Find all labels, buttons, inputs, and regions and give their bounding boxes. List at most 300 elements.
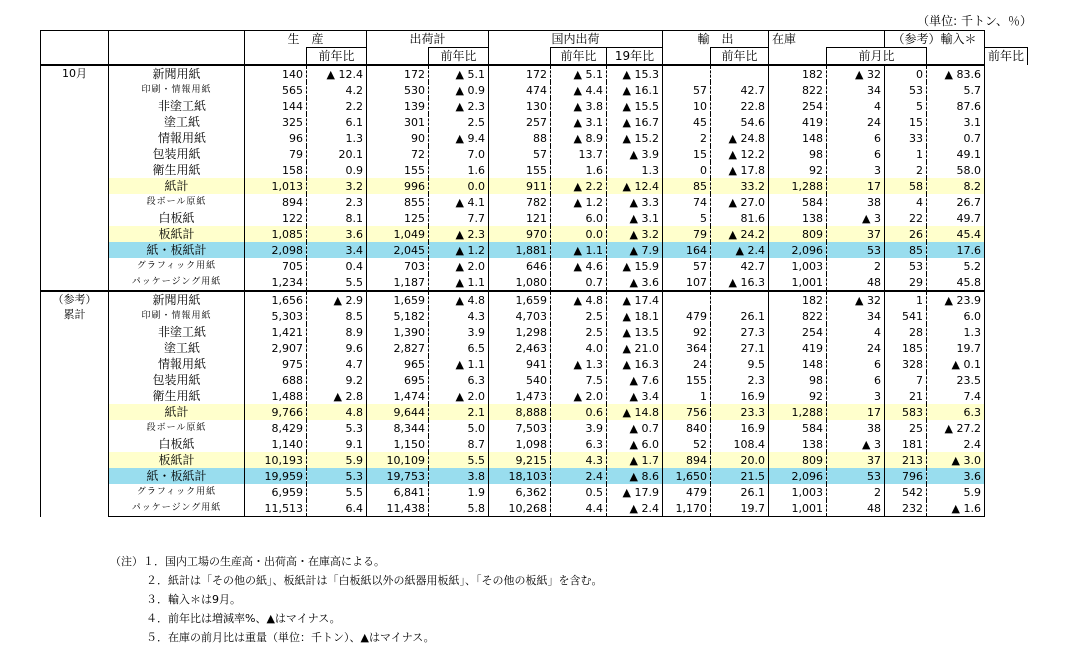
cell-ship: 1,187 [367, 274, 429, 291]
cell-imp-y: 17.6 [927, 242, 985, 258]
cell-prod-y: 0.9 [307, 162, 367, 178]
cell-dom-19: ▲ 12.4 [607, 178, 663, 194]
cell-dom: 970 [489, 226, 551, 242]
cell-dom-y: 13.7 [551, 146, 607, 162]
cell-prod: 2,907 [245, 340, 307, 356]
cell-imp-y: 3.1 [927, 114, 985, 130]
cell-ship: 2,827 [367, 340, 429, 356]
cell-imp: 2 [885, 162, 927, 178]
cell-dom-y: ▲ 3.1 [551, 114, 607, 130]
cell-exp-y: ▲ 16.3 [711, 274, 769, 291]
table-row [41, 420, 1028, 436]
row-label: 段ボール原紙 [109, 420, 245, 436]
cell-prod: 1,013 [245, 178, 307, 194]
cell-ship: 703 [367, 258, 429, 274]
cell-prod-y: 8.1 [307, 210, 367, 226]
cell-inv: 1,003 [769, 258, 827, 274]
table-row [41, 372, 1028, 388]
cell-imp: 21 [885, 388, 927, 404]
table-row [41, 194, 1028, 210]
table-row [41, 436, 1028, 452]
cell-prod: 894 [245, 194, 307, 210]
cell-ship: 11,438 [367, 500, 429, 517]
cell-prod: 1,085 [245, 226, 307, 242]
cell-dom-19: ▲ 17.9 [607, 484, 663, 500]
cell-exp: 756 [663, 404, 711, 420]
cell-imp-y: 26.7 [927, 194, 985, 210]
cell-inv: 2,096 [769, 468, 827, 484]
cell-imp-y: 2.4 [927, 436, 985, 452]
cell-ship: 6,841 [367, 484, 429, 500]
cell-inv-m: 4 [827, 98, 885, 114]
row-label: 塗工紙 [109, 340, 245, 356]
row-label: 紙・板紙計 [109, 242, 245, 258]
cell-imp: 26 [885, 226, 927, 242]
cell-dom-y: 1.6 [551, 162, 607, 178]
cell-exp: 74 [663, 194, 711, 210]
cell-inv-m: 6 [827, 372, 885, 388]
cell-imp: 1 [885, 146, 927, 162]
cell-inv: 809 [769, 452, 827, 468]
cell-exp [663, 65, 711, 82]
cell-inv-m: 17 [827, 178, 885, 194]
cell-inv-m: 24 [827, 114, 885, 130]
cell-exp: 52 [663, 436, 711, 452]
cell-exp-y: 22.8 [711, 98, 769, 114]
cell-exp: 1 [663, 388, 711, 404]
cell-dom-y: 0.6 [551, 404, 607, 420]
cell-prod: 705 [245, 258, 307, 274]
cell-prod-y: 5.9 [307, 452, 367, 468]
note-line: ５．在庫の前月比は重量（単位：千トン）、▲はマイナス。 [146, 631, 435, 644]
cell-inv: 419 [769, 340, 827, 356]
cell-inv: 1,001 [769, 500, 827, 517]
header-import-yoy: 前年比 [985, 48, 1028, 66]
cell-prod: 8,429 [245, 420, 307, 436]
cell-imp: 328 [885, 356, 927, 372]
cell-prod-y: 20.1 [307, 146, 367, 162]
cell-exp: 364 [663, 340, 711, 356]
cell-imp-y: 0.7 [927, 130, 985, 146]
cell-prod: 122 [245, 210, 307, 226]
row-label: パッケージング用紙 [109, 274, 245, 291]
row-label: 印刷・情報用紙 [109, 308, 245, 324]
cell-exp-y: 42.7 [711, 82, 769, 98]
cell-imp-y: 7.4 [927, 388, 985, 404]
cell-prod: 1,234 [245, 274, 307, 291]
row-label: 新聞用紙 [109, 291, 245, 308]
cell-inv-m: ▲ 32 [827, 291, 885, 308]
header-shipments-yoy: 前年比 [429, 48, 489, 66]
cell-dom: 121 [489, 210, 551, 226]
cell-exp: 1,650 [663, 468, 711, 484]
table-row [41, 324, 1028, 340]
cell-dom-y: 2.5 [551, 308, 607, 324]
cell-dom-19: ▲ 16.3 [607, 356, 663, 372]
table-row [41, 114, 1028, 130]
table-row [41, 291, 1028, 308]
header-row-1 [41, 31, 1028, 48]
cell-inv: 584 [769, 194, 827, 210]
row-label: 紙計 [109, 404, 245, 420]
cell-ship: 8,344 [367, 420, 429, 436]
cell-exp: 45 [663, 114, 711, 130]
cell-dom-y: ▲ 2.0 [551, 388, 607, 404]
cell-imp: 25 [885, 420, 927, 436]
cell-inv-m: 2 [827, 258, 885, 274]
cell-inv: 138 [769, 436, 827, 452]
row-label: 板紙計 [109, 452, 245, 468]
cell-inv: 2,096 [769, 242, 827, 258]
cell-dom-y: 0.5 [551, 484, 607, 500]
cell-exp: 24 [663, 356, 711, 372]
table-row [41, 82, 1028, 98]
cell-inv-m: 38 [827, 420, 885, 436]
cell-exp-y: ▲ 24.2 [711, 226, 769, 242]
cell-dom-19: ▲ 6.0 [607, 436, 663, 452]
cell-inv: 1,288 [769, 404, 827, 420]
cell-inv: 148 [769, 130, 827, 146]
table-row [41, 130, 1028, 146]
cell-exp-y: 81.6 [711, 210, 769, 226]
cell-prod-y: ▲ 12.4 [307, 65, 367, 82]
cell-prod: 19,959 [245, 468, 307, 484]
cell-prod: 144 [245, 98, 307, 114]
cell-prod: 140 [245, 65, 307, 82]
cell-prod: 11,513 [245, 500, 307, 517]
cell-imp-y: ▲ 1.6 [927, 500, 985, 517]
cell-dom-y: 3.9 [551, 420, 607, 436]
header-domestic-vs19: 19年比 [607, 48, 663, 66]
cell-inv-m: 34 [827, 308, 885, 324]
cell-inv: 584 [769, 420, 827, 436]
header-export-yoy: 前年比 [711, 48, 769, 66]
cell-imp-y: 5.9 [927, 484, 985, 500]
cell-dom: 257 [489, 114, 551, 130]
cell-prod-y: 2.3 [307, 194, 367, 210]
cell-dom-19: ▲ 3.1 [607, 210, 663, 226]
cell-dom-19: ▲ 0.7 [607, 420, 663, 436]
row-label: パッケージング用紙 [109, 500, 245, 517]
header-domestic: 国内出荷 [489, 31, 663, 48]
cell-ship-y: 3.8 [429, 468, 489, 484]
header-inventory-mom: 前月比 [827, 48, 927, 66]
cell-inv: 182 [769, 65, 827, 82]
table-row [41, 404, 1028, 420]
note-line: ４．前年比は増減率%、▲はマイナス。 [146, 612, 341, 625]
cell-dom-y: 4.4 [551, 500, 607, 517]
cell-prod-y: 9.6 [307, 340, 367, 356]
cell-dom: 1,298 [489, 324, 551, 340]
cell-ship-y: 2.1 [429, 404, 489, 420]
cell-ship: 155 [367, 162, 429, 178]
cell-ship-y: ▲ 4.8 [429, 291, 489, 308]
row-label: グラフィック用紙 [109, 258, 245, 274]
cell-inv: 1,001 [769, 274, 827, 291]
cell-prod-y: 9.2 [307, 372, 367, 388]
row-label: 印刷・情報用紙 [109, 82, 245, 98]
cell-exp: 10 [663, 98, 711, 114]
table-row [41, 210, 1028, 226]
cell-dom-19: ▲ 2.4 [607, 500, 663, 517]
table-row [41, 65, 1028, 82]
cell-ship-y: 4.3 [429, 308, 489, 324]
cell-exp-y: 9.5 [711, 356, 769, 372]
cell-imp-y: 45.8 [927, 274, 985, 291]
cell-ship: 530 [367, 82, 429, 98]
cell-ship-y: ▲ 2.0 [429, 258, 489, 274]
cell-inv-m: 38 [827, 194, 885, 210]
cell-imp: 15 [885, 114, 927, 130]
row-label: グラフィック用紙 [109, 484, 245, 500]
cell-prod: 10,193 [245, 452, 307, 468]
cell-dom-19: ▲ 15.9 [607, 258, 663, 274]
cell-imp-y: 49.1 [927, 146, 985, 162]
row-label: 段ボール原紙 [109, 194, 245, 210]
cell-exp: 57 [663, 82, 711, 98]
header-domestic-yoy: 前年比 [551, 48, 607, 66]
cell-imp: 542 [885, 484, 927, 500]
cell-dom: 88 [489, 130, 551, 146]
cell-dom: 7,503 [489, 420, 551, 436]
cell-exp: 2 [663, 130, 711, 146]
cell-dom-y: ▲ 1.2 [551, 194, 607, 210]
cell-exp: 0 [663, 162, 711, 178]
cell-prod-y: 9.1 [307, 436, 367, 452]
cell-dom-y: 7.5 [551, 372, 607, 388]
note-line: （注）１．国内工場の生産高・出荷高・在庫高による。 [110, 555, 385, 568]
cell-prod-y: 3.4 [307, 242, 367, 258]
cell-prod: 565 [245, 82, 307, 98]
cell-prod-y: 5.5 [307, 274, 367, 291]
cell-dom-19: ▲ 18.1 [607, 308, 663, 324]
cell-exp: 894 [663, 452, 711, 468]
cell-ship-y: ▲ 4.1 [429, 194, 489, 210]
cell-ship-y: 6.3 [429, 372, 489, 388]
cell-prod: 1,656 [245, 291, 307, 308]
cell-ship-y: 1.6 [429, 162, 489, 178]
cell-ship: 139 [367, 98, 429, 114]
cell-inv-m: ▲ 3 [827, 210, 885, 226]
cell-dom: 172 [489, 65, 551, 82]
cell-prod: 325 [245, 114, 307, 130]
cell-ship-y: 3.9 [429, 324, 489, 340]
section-label [41, 65, 109, 291]
cell-ship-y: 8.7 [429, 436, 489, 452]
cell-dom-y: ▲ 4.4 [551, 82, 607, 98]
cell-exp-y: 26.1 [711, 484, 769, 500]
cell-imp: 85 [885, 242, 927, 258]
cell-exp-y: 21.5 [711, 468, 769, 484]
cell-exp-y [711, 291, 769, 308]
cell-dom-19: ▲ 15.5 [607, 98, 663, 114]
cell-dom: 9,215 [489, 452, 551, 468]
cell-dom-y: 0.7 [551, 274, 607, 291]
cell-ship-y: 0.0 [429, 178, 489, 194]
cell-prod: 975 [245, 356, 307, 372]
cell-imp-y: ▲ 27.2 [927, 420, 985, 436]
cell-prod: 688 [245, 372, 307, 388]
cell-exp: 57 [663, 258, 711, 274]
cell-inv-m: ▲ 3 [827, 436, 885, 452]
cell-dom-y: ▲ 5.1 [551, 65, 607, 82]
cell-inv: 822 [769, 82, 827, 98]
cell-ship: 5,182 [367, 308, 429, 324]
cell-dom-19: 1.3 [607, 162, 663, 178]
cell-dom-y: 2.4 [551, 468, 607, 484]
cell-dom-19: ▲ 15.2 [607, 130, 663, 146]
cell-prod-y: ▲ 2.9 [307, 291, 367, 308]
cell-imp: 53 [885, 82, 927, 98]
cell-prod-y: 4.7 [307, 356, 367, 372]
cell-prod: 6,959 [245, 484, 307, 500]
cell-ship: 19,753 [367, 468, 429, 484]
cell-imp: 181 [885, 436, 927, 452]
cell-ship-y: ▲ 2.3 [429, 226, 489, 242]
cell-ship: 1,150 [367, 436, 429, 452]
cell-exp-y: ▲ 12.2 [711, 146, 769, 162]
cell-inv-m: ▲ 32 [827, 65, 885, 82]
table-row [41, 226, 1028, 242]
cell-ship: 1,659 [367, 291, 429, 308]
paper-statistics-table [40, 30, 1028, 517]
cell-ship-y: 5.5 [429, 452, 489, 468]
cell-dom-19: ▲ 13.5 [607, 324, 663, 340]
cell-dom: 1,098 [489, 436, 551, 452]
cell-inv-m: 37 [827, 452, 885, 468]
cell-dom: 18,103 [489, 468, 551, 484]
cell-inv-m: 3 [827, 162, 885, 178]
cell-imp-y: 49.7 [927, 210, 985, 226]
cell-dom-19: ▲ 14.8 [607, 404, 663, 420]
cell-exp-y: 23.3 [711, 404, 769, 420]
cell-exp: 79 [663, 226, 711, 242]
cell-inv-m: 24 [827, 340, 885, 356]
cell-dom: 8,888 [489, 404, 551, 420]
table-row [41, 500, 1028, 517]
cell-imp: 53 [885, 258, 927, 274]
cell-dom-19: ▲ 16.7 [607, 114, 663, 130]
cell-dom-19: ▲ 15.3 [607, 65, 663, 82]
cell-inv: 98 [769, 146, 827, 162]
cell-dom-19: ▲ 3.2 [607, 226, 663, 242]
cell-exp: 5 [663, 210, 711, 226]
cell-imp: 7 [885, 372, 927, 388]
cell-imp-y: 5.2 [927, 258, 985, 274]
cell-dom-19: ▲ 3.9 [607, 146, 663, 162]
cell-imp-y: 6.3 [927, 404, 985, 420]
cell-prod: 5,303 [245, 308, 307, 324]
cell-inv-m: 53 [827, 242, 885, 258]
cell-inv-m: 34 [827, 82, 885, 98]
cell-imp-y: ▲ 23.9 [927, 291, 985, 308]
section-label-line1: （参考） [52, 293, 97, 306]
cell-ship: 1,049 [367, 226, 429, 242]
cell-prod-y: 8.9 [307, 324, 367, 340]
cell-imp: 33 [885, 130, 927, 146]
cell-imp: 213 [885, 452, 927, 468]
cell-ship: 965 [367, 356, 429, 372]
cell-dom-y: 6.0 [551, 210, 607, 226]
cell-exp: 85 [663, 178, 711, 194]
cell-dom: 1,659 [489, 291, 551, 308]
table-row [41, 146, 1028, 162]
cell-dom-y: ▲ 4.8 [551, 291, 607, 308]
cell-imp-y: 6.0 [927, 308, 985, 324]
cell-ship-y: 7.0 [429, 146, 489, 162]
cell-ship: 10,109 [367, 452, 429, 468]
cell-prod-y: 2.2 [307, 98, 367, 114]
cell-prod-y: 5.3 [307, 420, 367, 436]
cell-inv: 254 [769, 98, 827, 114]
cell-imp-y: 87.6 [927, 98, 985, 114]
cell-dom: 57 [489, 146, 551, 162]
cell-inv: 254 [769, 324, 827, 340]
cell-exp-y: ▲ 27.0 [711, 194, 769, 210]
row-label: 包装用紙 [109, 372, 245, 388]
table-row [41, 242, 1028, 258]
cell-exp-y: ▲ 24.8 [711, 130, 769, 146]
cell-prod-y: 3.2 [307, 178, 367, 194]
cell-exp: 840 [663, 420, 711, 436]
cell-inv-m: 17 [827, 404, 885, 420]
cell-prod-y: ▲ 2.8 [307, 388, 367, 404]
cell-dom-y: ▲ 2.2 [551, 178, 607, 194]
row-label: 塗工紙 [109, 114, 245, 130]
cell-inv-m: 2 [827, 484, 885, 500]
cell-inv: 98 [769, 372, 827, 388]
cell-imp: 5 [885, 98, 927, 114]
cell-exp-y: 108.4 [711, 436, 769, 452]
cell-prod-y: 4.2 [307, 82, 367, 98]
cell-imp: 796 [885, 468, 927, 484]
cell-inv-m: 48 [827, 500, 885, 517]
cell-exp: 164 [663, 242, 711, 258]
cell-exp: 155 [663, 372, 711, 388]
cell-imp: 28 [885, 324, 927, 340]
cell-prod: 1,421 [245, 324, 307, 340]
cell-inv: 92 [769, 162, 827, 178]
notes [110, 552, 603, 647]
cell-prod: 1,140 [245, 436, 307, 452]
cell-prod-y: 8.5 [307, 308, 367, 324]
cell-exp: 1,170 [663, 500, 711, 517]
cell-exp-y: 26.1 [711, 308, 769, 324]
cell-prod-y: 0.4 [307, 258, 367, 274]
header-import: （参考）輸入＊ [885, 31, 985, 48]
cell-inv: 822 [769, 308, 827, 324]
cell-dom-19: ▲ 7.6 [607, 372, 663, 388]
cell-imp-y: 45.4 [927, 226, 985, 242]
cell-exp [663, 291, 711, 308]
cell-imp-y: 23.5 [927, 372, 985, 388]
row-label: 衛生用紙 [109, 388, 245, 404]
cell-exp-y: 42.7 [711, 258, 769, 274]
cell-prod: 96 [245, 130, 307, 146]
section-label-line2: 累計 [63, 308, 86, 321]
cell-dom-19: ▲ 7.9 [607, 242, 663, 258]
cell-ship: 125 [367, 210, 429, 226]
cell-exp-y: 54.6 [711, 114, 769, 130]
cell-dom-19: ▲ 17.4 [607, 291, 663, 308]
cell-prod-y: 6.1 [307, 114, 367, 130]
cell-dom-y: ▲ 4.6 [551, 258, 607, 274]
cell-inv: 1,003 [769, 484, 827, 500]
header-row-2 [41, 48, 1028, 66]
cell-dom-19: ▲ 3.4 [607, 388, 663, 404]
cell-imp-y: ▲ 0.1 [927, 356, 985, 372]
cell-inv: 1,288 [769, 178, 827, 194]
